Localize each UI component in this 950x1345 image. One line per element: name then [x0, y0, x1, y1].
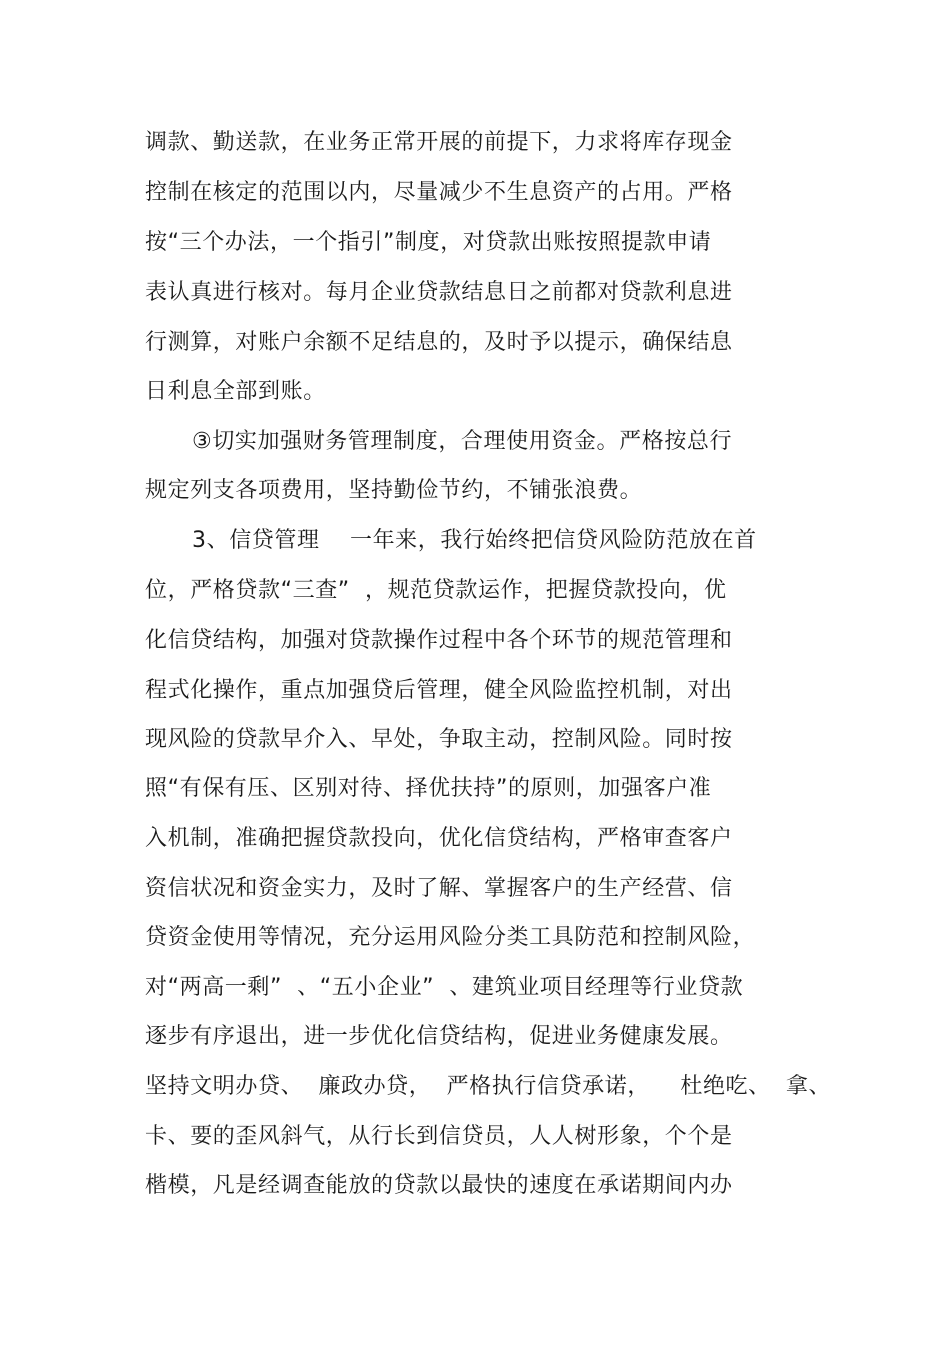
text-line: 现风险的贷款早介入、早处，争取主动，控制风险。同时按	[145, 727, 733, 752]
text-line: 规定列支各项费用，坚持勤俭节约，不铺张浪费。	[145, 478, 643, 503]
text-line: 按“三个办法，一个指引”制度，对贷款出账按照提款申请	[145, 230, 712, 255]
text-line: 行测算，对账户余额不足结息的，及时予以提示，确保结息	[145, 330, 733, 355]
text-line: 表认真进行核对。每月企业贷款结息日之前都对贷款利息进	[145, 280, 733, 305]
text-line: 卡、要的歪风斜气，从行长到信贷员，人人树形象，个个是	[145, 1124, 733, 1149]
text-line: 3、信贷管理 一年来，我行始终把信贷风险防范放在首	[192, 528, 757, 553]
text-line: 控制在核定的范围以内，尽量减少不生息资产的占用。严格	[145, 180, 733, 205]
text-line: 照“有保有压、区别对待、择优扶持”的原则，加强客户准	[145, 776, 712, 801]
text-line: 化信贷结构，加强对贷款操作过程中各个环节的规范管理和	[145, 628, 733, 653]
text-line: 贷资金使用等情况，充分运用风险分类工具防范和控制风险，	[145, 925, 756, 950]
text-line: ③切实加强财务管理制度，合理使用资金。严格按总行	[192, 429, 733, 454]
text-line: 楷模，凡是经调查能放的贷款以最快的速度在承诺期间内办	[145, 1173, 733, 1198]
text-line: 逐步有序退出，进一步优化信贷结构，促进业务健康发展。	[145, 1024, 733, 1049]
text-line: 对“两高一剩” 、“五小企业” 、建筑业项目经理等行业贷款	[145, 975, 744, 1000]
text-line: 调款、勤送款，在业务正常开展的前提下，力求将库存现金	[145, 130, 733, 155]
text-line: 入机制，准确把握贷款投向，优化信贷结构，严格审查客户	[145, 826, 733, 851]
text-line: 程式化操作，重点加强贷后管理，健全风险监控机制，对出	[145, 678, 733, 703]
text-line: 日利息全部到账。	[145, 379, 326, 404]
text-line: 位，严格贷款“三查” ，规范贷款运作，把握贷款投向，优	[145, 578, 727, 603]
text-line: 资信状况和资金实力，及时了解、掌握客户的生产经营、信	[145, 876, 733, 901]
text-line: 坚持文明办贷、 廉政办贷， 严格执行信贷承诺， 杜绝吃、 拿、	[145, 1074, 832, 1099]
